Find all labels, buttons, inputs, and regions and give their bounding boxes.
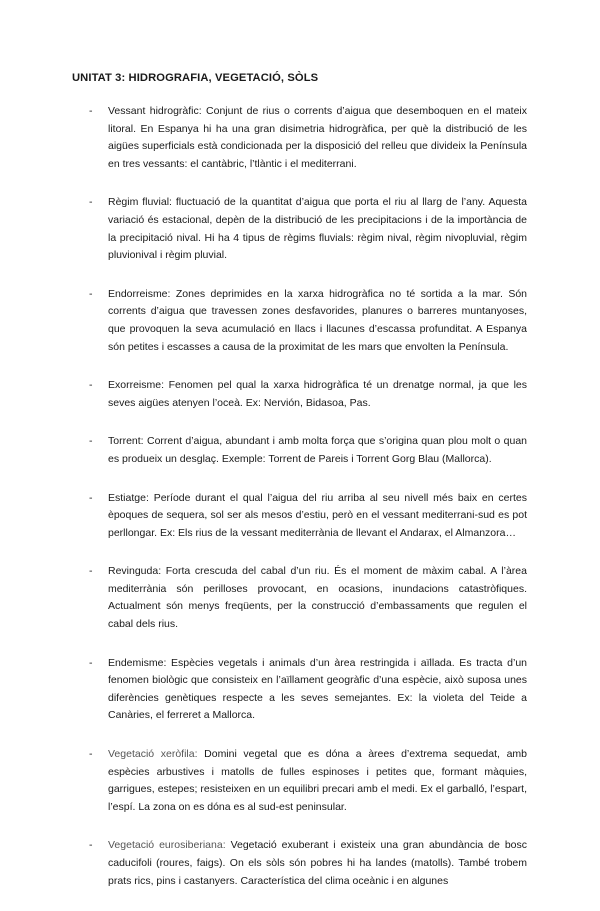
bullet-dash: - bbox=[89, 435, 93, 448]
bullet-dash: - bbox=[89, 196, 93, 209]
document-title: UNITAT 3: HIDROGRAFIA, VEGETACIÓ, SÒLS bbox=[72, 72, 319, 84]
list-item bbox=[0, 655, 600, 725]
entry-term: Règim fluvial: bbox=[108, 196, 172, 209]
entry-term: Vegetació xeròfila: bbox=[108, 748, 198, 761]
glossary-entry bbox=[108, 194, 527, 264]
list-item bbox=[0, 286, 600, 356]
bullet-dash: - bbox=[89, 839, 93, 852]
bullet-dash: - bbox=[89, 287, 93, 300]
list-item bbox=[0, 563, 600, 633]
bullet-dash: - bbox=[89, 491, 93, 504]
entry-term: Exorreisme: bbox=[108, 379, 165, 392]
bullet-dash: - bbox=[89, 748, 93, 761]
entry-definition: Vegetació exuberant i existeix una gran abundància de bosc caducifoli (roures, faigs). On els sòls són pobres hi ha landes (matolls). També trobem prats rics, pins i castanyers. Característica del clima oceànic i en algunes bbox=[108, 839, 528, 887]
glossary-entry bbox=[108, 377, 527, 412]
bullet-dash: - bbox=[89, 565, 93, 578]
list-item bbox=[0, 194, 600, 264]
entry-term: Estiatge: bbox=[108, 491, 149, 504]
glossary-entry bbox=[108, 490, 527, 543]
entry-term: Revinguda: bbox=[108, 565, 162, 578]
list-item bbox=[0, 433, 600, 468]
entry-term: Vessant hidrogràfic: bbox=[108, 105, 202, 117]
glossary-entry bbox=[108, 837, 527, 890]
entry-term: Endorreisme: bbox=[108, 287, 171, 300]
entry-definition: Forta crescuda del cabal d’un riu. És el moment de màxim cabal. A l’àrea mediterrània són perilloses provocant, en ocasions, inundacions catastròfiques. Actualment són menys freqüents, per la construcció d’embassaments que regulen el cabal dels rius. bbox=[108, 565, 527, 631]
list-item bbox=[0, 837, 600, 890]
entry-definition: Corrent d’aigua, abundant i amb molta força que s’origina quan plou molt o quan es produeix un desglaç. Exemple: Torrent de Pareis i Torrent Gorg Blau (Mallorca). bbox=[108, 435, 528, 465]
bullet-dash: - bbox=[89, 379, 93, 392]
entry-definition: Període durant el qual l’aigua del riu arriba al seu nivell més baix en certes èpoques de sequera, sol ser als mesos d’estiu, però en el vessant mediterrani-sud es pot perllongar. Ex: Els rius de la vessant mediterrània de llevant el Andarax, el Almanzora… bbox=[108, 491, 527, 539]
list-item bbox=[0, 746, 600, 816]
bullet-dash: - bbox=[89, 105, 93, 117]
glossary-entry bbox=[108, 655, 527, 725]
glossary-entry bbox=[108, 103, 527, 173]
entry-definition: Conjunt de rius o corrents d’aigua que desemboquen en el mateix litoral. En Espanya hi ha una gran disimetria hidrogràfica, per què la distribució de les aigües superficials està condicionada per la disposició del relleu que divideix la Península en tres vessants: el cantàbric, l’tlàntic i el mediterrani. bbox=[108, 105, 527, 170]
list-item bbox=[0, 377, 600, 412]
entry-term: Vegetació eurosiberiana: bbox=[108, 839, 226, 852]
entry-term: Endemisme: bbox=[108, 656, 167, 669]
glossary-entry bbox=[108, 746, 527, 816]
glossary-entry bbox=[108, 563, 527, 633]
entry-definition: Espècies vegetals i animals d’un àrea restringida i aïllada. Es tracta d’un fenomen biològic que consisteix en l’aïllament geogràfic d’una espècie, això suposa unes diferències genètiques respecte a les seves semejantes. Ex: la violeta del Teide a Canàries, el ferreret a Mallorca. bbox=[108, 656, 528, 722]
entry-definition: Domini vegetal que es dóna a àrees d’extrema sequedat, amb espècies arbustives i matolls de fulles espinoses i petites que, formant màquies, garrigues, estepes; resisteixen en un equilibri precari amb el medi. Ex el garballó, l’espart, l’espí. La zona on es dóna es al sud-est peninsular. bbox=[108, 748, 527, 813]
glossary-entry bbox=[108, 286, 527, 356]
entry-definition: Fenomen pel qual la xarxa hidrogràfica té un drenatge normal, ja que les seves aigües atenyen l’oceà. Ex: Nervión, Bidasoa, Pas. bbox=[108, 379, 527, 409]
glossary-list bbox=[0, 103, 600, 911]
bullet-dash: - bbox=[89, 656, 93, 669]
entry-term: Torrent: bbox=[108, 435, 144, 448]
list-item bbox=[0, 103, 600, 173]
list-item bbox=[0, 490, 600, 543]
entry-definition: fluctuació de la quantitat d’aigua que porta el riu al llarg de l’any. Aquesta variació és estacional, depèn de la distribució de les precipitacions i de la importància de la precipitació nival. Hi ha 4 tipus de règims fluvials: règim nival, règim nivopluvial, règim pluvionival i règim pluvial. bbox=[108, 196, 527, 262]
glossary-entry bbox=[108, 433, 527, 468]
entry-definition: Zones deprimides en la xarxa hidrogràfica no té sortida a la mar. Són corrents d’aigua que travessen zones desfavorides, planures o barreres muntanyoses, que provoquen la seva acumulació en llacs i llacunes d’escassa profunditat. A Espanya són petites i escasses a causa de la proximitat de les mars que envolten la Península. bbox=[108, 287, 527, 353]
